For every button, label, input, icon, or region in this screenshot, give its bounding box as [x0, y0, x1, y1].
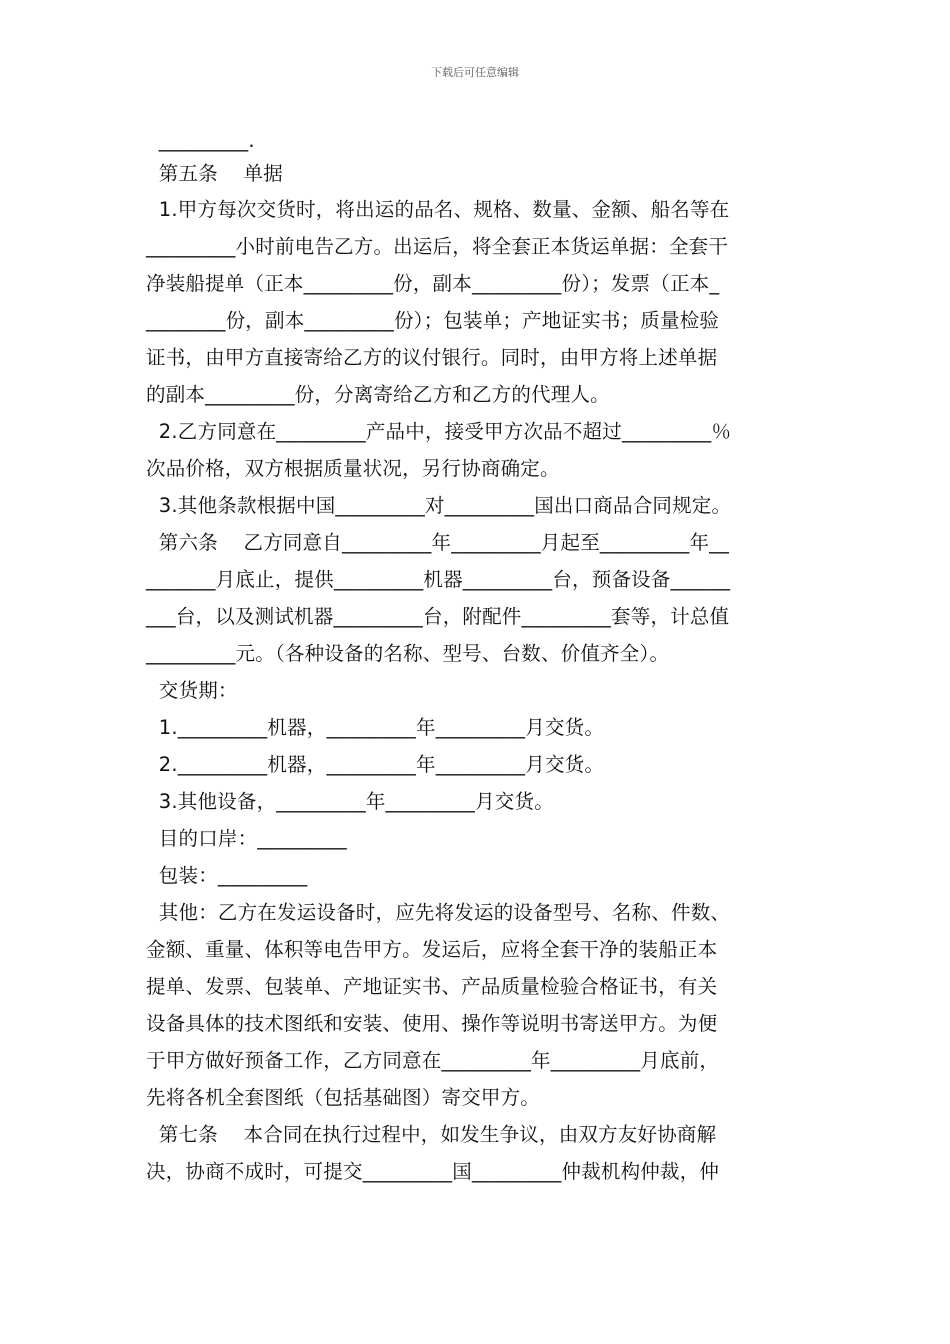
text-line: 包装：_________	[146, 864, 308, 887]
text-line: _________小时前电告乙方。出运后，将全套正本货运单据：全套干	[146, 235, 729, 258]
text-line: 第五条 单据	[146, 162, 283, 185]
text-line: 决，协商不成时，可提交_________国_________仲裁机构仲裁，仲	[146, 1160, 720, 1183]
text-line: 金额、重量、体积等电告甲方。发运后，应将全套干净的装船正本	[146, 938, 718, 961]
text-line: 交货期：	[146, 679, 238, 702]
text-line: 其他：乙方在发运设备时，应先将发运的设备型号、名称、件数、	[146, 901, 731, 924]
text-line: 1._________机器，_________年_________月交货。	[146, 716, 605, 739]
text-line: 1.甲方每次交货时，将出运的品名、规格、数量、金额、船名等在	[146, 198, 730, 221]
text-line: 证书，由甲方直接寄给乙方的议付银行。同时，由甲方将上述单据	[146, 346, 718, 369]
text-line: ___台，以及测试机器_________台，附配件_________套等，计总值	[146, 605, 730, 628]
text-line: 第七条 本合同在执行过程中，如发生争议，由双方友好协商解	[146, 1123, 717, 1146]
text-line: _______月底止，提供_________机器_________台，预备设备______	[146, 568, 731, 591]
page-header: 下载后可任意编辑	[431, 66, 519, 79]
text-line: ________份，副本_________份）；包装单；产地证实书；质量检验	[146, 309, 720, 332]
text-line: 目的口岸：_________	[146, 827, 347, 850]
text-line: 次品价格，双方根据质量状况，另行协商确定。	[146, 457, 560, 480]
text-line: 2.乙方同意在_________产品中，接受甲方次品不超过_________％	[146, 420, 732, 443]
text-line: 于甲方做好预备工作，乙方同意在_________年_________月底前，	[146, 1049, 720, 1072]
text-line: 设备具体的技术图纸和安装、使用、操作等说明书寄送甲方。为便	[146, 1012, 718, 1035]
text-line: 净装船提单（正本_________份，副本_________份）；发票（正本_	[146, 272, 720, 295]
text-line: 3.其他条款根据中国_________对_________国出口商品合同规定。	[146, 494, 732, 517]
text-line: 的副本_________份，分离寄给乙方和乙方的代理人。	[146, 383, 610, 406]
text-line: 2._________机器，_________年_________月交货。	[146, 753, 605, 776]
text-line: _________元。（各种设备的名称、型号、台数、价值齐全）。	[146, 642, 670, 665]
text-line: 先将各机全套图纸（包括基础图）寄交甲方。	[146, 1086, 541, 1109]
text-line: 第六条 乙方同意自_________年_________月起至_________年__	[146, 531, 730, 554]
text-line: _________.	[146, 129, 255, 152]
text-line: 3.其他设备，_________年_________月交货。	[146, 790, 554, 813]
text-line: 提单、发票、包装单、产地证实书、产品质量检验合格证书，有关	[146, 975, 718, 998]
